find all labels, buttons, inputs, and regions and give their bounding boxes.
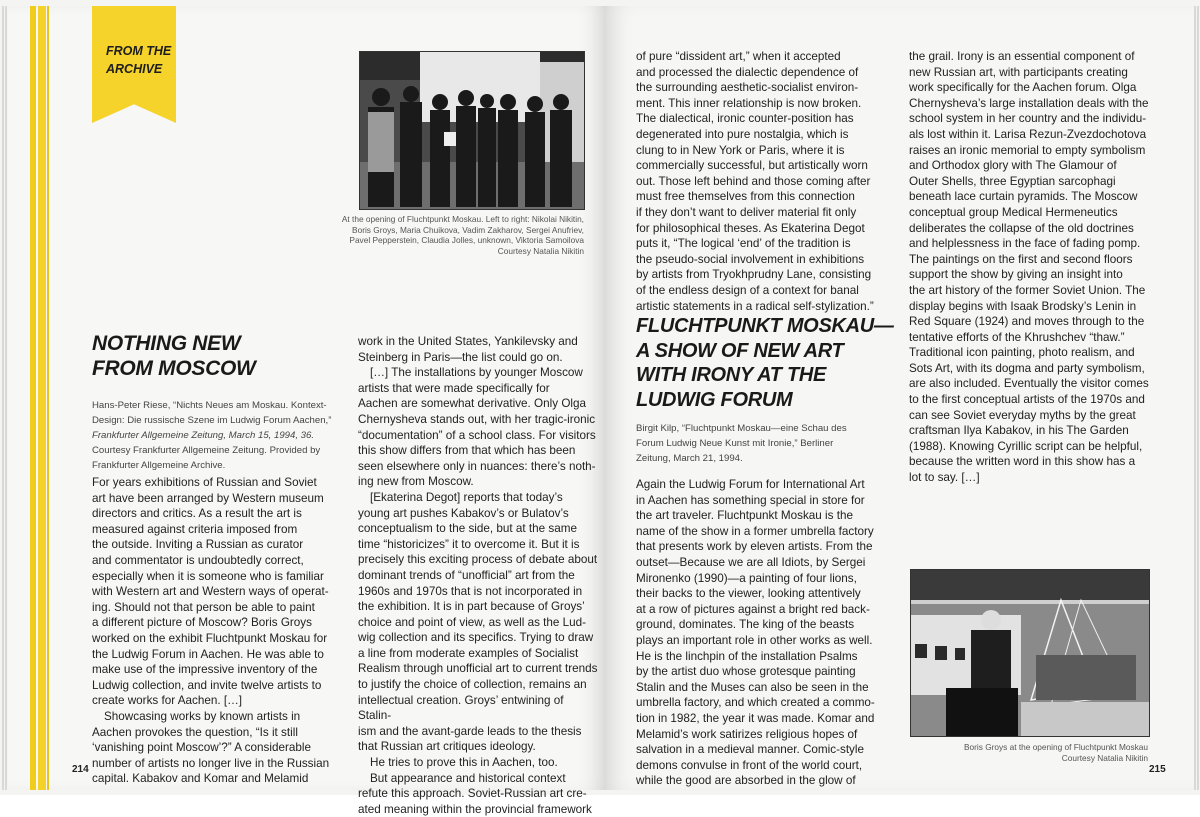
- body-line: lot to say. […]: [909, 471, 980, 485]
- body-line: ated meaning within the provincial framework: [358, 802, 592, 816]
- ribbon-label: [106, 42, 176, 78]
- body-line: “documentation” of a school class. For visitors: [358, 428, 596, 442]
- body-line: that Russian art critiques ideology.: [358, 740, 536, 754]
- body-line: are also included. Eventually the visitor comes: [909, 377, 1149, 391]
- page-edge-right: [1194, 6, 1196, 790]
- body-line: refute this approach. Soviet-Russian art cre-: [358, 787, 587, 801]
- body-line: ing new from Moscow.: [358, 475, 474, 489]
- body-line: the pseudo-social involvement in exhibitions: [636, 252, 865, 266]
- body-line: must free themselves from this connection: [636, 190, 855, 204]
- right-body-column-1: [636, 477, 886, 789]
- body-line: measured against criteria imposed from: [92, 522, 298, 536]
- left-body-column-1: [92, 475, 332, 787]
- body-line: support the show by giving an insight into: [909, 268, 1123, 282]
- yellow-stripe-2: [38, 6, 46, 790]
- body-line: 1960s and 1970s that is not incorporated in: [358, 584, 583, 598]
- article-headline-right: [636, 314, 894, 412]
- body-line: […] The installations by younger Moscow: [370, 366, 583, 380]
- body-line: Steinberg in Paris—the list could go on.: [358, 350, 563, 364]
- body-line: capital. Kabakov and Komar and Melamid: [92, 772, 309, 786]
- yellow-stripe-3: [47, 6, 49, 790]
- body-line: choice and point of view, as well as the Lud-: [358, 615, 587, 629]
- body-line: especially when it is someone who is familiar: [92, 569, 324, 583]
- body-line: Showcasing works by known artists in: [104, 709, 301, 723]
- headline-line: FLUCHTPUNKT MOSKAU—: [636, 315, 894, 337]
- body-line: work specifically for the Aachen forum. Olga: [909, 81, 1137, 95]
- source-line: Design: Die russische Szene im Ludwig Forum Aachen,”: [92, 415, 332, 426]
- body-line: time “historicizes” it to overcome it. But it is: [358, 537, 580, 551]
- body-line: umbrella factory, and which created a commo-: [636, 696, 875, 710]
- right-body-column-2: [909, 49, 1159, 486]
- body-line: deliberates the collapse of the old doctrines: [909, 221, 1134, 235]
- body-line: by the artist duo whose grotesque painting: [636, 665, 856, 679]
- body-line: the art history of the former Soviet Union. The: [909, 283, 1146, 297]
- source-line: Courtesy Frankfurter Allgemeine Zeitung. Provided by: [92, 445, 321, 456]
- body-line: Melamid’s work satirizes religious hopes of: [636, 727, 858, 741]
- body-line: young art pushes Kabakov’s or Bulatov’s: [358, 506, 569, 520]
- body-line: Stalin and the Muses can also be seen in the: [636, 680, 869, 694]
- body-line: and processed the dialectic dependence of: [636, 65, 859, 79]
- body-line: intellectual creation. Groys’ entwining of Stalin-: [358, 693, 564, 723]
- body-line: wig collection and its specifics. Trying to draw: [358, 631, 594, 645]
- body-line: that presents work by eleven artists. From the: [636, 540, 873, 554]
- yellow-stripe-1: [30, 6, 36, 790]
- ribbon-line-2: ARCHIVE: [106, 62, 163, 76]
- body-line: dominant trends of “unofficial” art from the: [358, 568, 575, 582]
- body-line: tentative efforts of the Khrushchev “thaw.”: [909, 330, 1125, 344]
- body-line: degenerated into pure nostalgia, which is: [636, 127, 849, 141]
- caption-line: Boris Groys at the opening of Fluchtpunkt Moskau: [963, 742, 1148, 752]
- body-line: Again the Ludwig Forum for International Art: [636, 478, 865, 491]
- body-line: For years exhibitions of Russian and Soviet: [92, 476, 317, 489]
- body-line: The paintings on the first and second floors: [909, 252, 1133, 266]
- body-line: a different picture of Moscow? Boris Groys: [92, 616, 312, 630]
- body-line: a line from moderate examples of Socialist: [358, 646, 579, 660]
- source-line: Birgit Kilp, “Fluchtpunkt Moskau—eine Schau des: [636, 423, 847, 434]
- source-line: Zeitung, March 21, 1994.: [636, 453, 743, 464]
- body-line: the outside. Inviting a Russian as curator: [92, 538, 304, 552]
- page-number-right: 215: [1149, 764, 1166, 775]
- body-line: work in the United States, Yankilevsky and: [358, 335, 578, 348]
- body-line: But appearance and historical context: [370, 771, 566, 785]
- headline-line: LUDWIG FORUM: [636, 388, 793, 411]
- body-line: artistic statements in a radical self-stylization.”: [636, 299, 874, 313]
- group-photo: [359, 51, 585, 210]
- body-line: He is the linchpin of the installation Psalms: [636, 649, 858, 663]
- body-line: and commentator is undoubtedly correct,: [92, 553, 304, 567]
- groys-photo-image: [911, 570, 1149, 736]
- group-photo-image: [360, 52, 584, 209]
- body-line: number of artists no longer live in the Russian: [92, 756, 330, 770]
- body-line: seen elsewhere only in nuances: there’s noth-: [358, 459, 596, 473]
- body-line: the grail. Irony is an essential component of: [909, 50, 1135, 63]
- body-line: directors and critics. As a result the art is: [92, 507, 302, 521]
- page-number-left: 214: [72, 764, 89, 775]
- body-line: the art traveler. Fluchtpunkt Moskau is the: [636, 509, 853, 523]
- body-line: outset—Because we are all Idiots, by Sergei: [636, 555, 866, 569]
- body-line: Aachen provokes the question, “Is it still: [92, 725, 298, 739]
- body-line: The dialectical, ironic counter-position has: [636, 112, 854, 126]
- body-line: Chernysheva’s large installation deals with the: [909, 96, 1149, 110]
- body-line: create works for Aachen. […]: [92, 694, 243, 708]
- body-line: for philosophical theses. As Ekaterina Degot: [636, 221, 865, 235]
- body-line: clung to in New York or Paris, where it is: [636, 143, 845, 157]
- body-line: salvation in a medieval manner. Comic-style: [636, 743, 865, 757]
- body-line: He tries to prove this in Aachen, too.: [370, 756, 558, 770]
- article-source-right: [636, 421, 886, 466]
- body-line: of pure “dissident art,” when it accepted: [636, 50, 841, 63]
- headline-line: NOTHING NEW: [92, 332, 241, 355]
- right-body-column-1-top: [636, 49, 886, 314]
- left-body-column-2: [358, 334, 598, 817]
- body-line: (1988). Knowing Cyrillic script can be helpful,: [909, 439, 1143, 453]
- body-line: of the endless design of a context for banal: [636, 283, 859, 297]
- body-line: tion in 1982, the year it was made. Komar and: [636, 711, 875, 725]
- body-line: and Orthodox glory with The Glamour of: [909, 159, 1117, 173]
- headline-line: A SHOW OF NEW ART: [636, 339, 844, 362]
- body-line: ism and the avant-garde leads to the thesis: [358, 724, 582, 738]
- body-line: precisely this exciting process of debate about: [358, 553, 598, 567]
- body-line: beneath lace curtain pyramids. The Moscow: [909, 190, 1138, 204]
- body-line: in Aachen has something special in store for: [636, 493, 865, 507]
- body-line: Aachen are somewhat derivative. Only Olga: [358, 397, 587, 411]
- source-line: Frankfurter Allgemeine Zeitung, March 15, 1994, 36.: [92, 430, 315, 441]
- body-line: display begins with Isaak Brodsky’s Lenin in: [909, 299, 1137, 313]
- caption-line: Boris Groys, Maria Chuikova, Vadim Zakharov, Sergei Anufriev,: [352, 224, 584, 235]
- body-line: ground, dominates. The king of the beasts: [636, 618, 855, 632]
- groys-photo: [910, 569, 1150, 737]
- group-photo-caption: [340, 214, 584, 256]
- body-line: conceptualism to the side, but at the same: [358, 522, 577, 536]
- body-line: to the first conceptual artists of the 1970s and: [909, 393, 1145, 407]
- body-line: the exhibition. It is in part because of Groys’: [358, 600, 585, 614]
- body-line: conceptual group Medical Hermeneutics: [909, 205, 1118, 219]
- body-line: at a row of pictures against a bright red back-: [636, 602, 870, 616]
- body-line: Outer Shells, three Egyptian sarcophagi: [909, 174, 1116, 188]
- body-line: their backs to the viewer, looking attentively: [636, 587, 861, 601]
- page-edge-right-2: [1197, 6, 1199, 790]
- body-line: commercially successful, but artistically worn: [636, 159, 868, 173]
- body-line: can see Soviet everyday myths by the great: [909, 408, 1136, 422]
- source-line: Hans-Peter Riese, “Nichts Neues am Moskau. Kontext-: [92, 400, 327, 411]
- body-line: the Ludwig Forum in Aachen. He was able to: [92, 647, 324, 661]
- caption-line: At the opening of Fluchtpunkt Moskau. Left to right: Nikolai Nikitin,: [341, 214, 584, 224]
- body-line: out. Those left behind and those coming after: [636, 174, 871, 188]
- body-line: craftsman Ilya Kabakov, in his The Garden: [909, 424, 1129, 438]
- body-line: Traditional icon painting, photo realism, and: [909, 346, 1135, 360]
- body-line: plays an important role in other works as well.: [636, 633, 873, 647]
- body-line: if they don’t want to deliver material fit only: [636, 205, 857, 219]
- source-line: Forum Ludwig Neue Kunst mit Ironie,” Berliner: [636, 438, 834, 449]
- body-line: ‘vanishing point Moscow’?” A considerable: [92, 741, 311, 755]
- caption-line: Pavel Pepperstein, Claudia Jolles, unknown, Viktoria Samoilova: [349, 235, 584, 246]
- body-line: by artists from Tryokhprudny Lane, consisting: [636, 268, 872, 282]
- body-line: demons convulse in front of the world court,: [636, 758, 863, 772]
- body-line: Mironenko (1990)—a painting of four lions,: [636, 571, 857, 585]
- body-line: because the written word in this show has a: [909, 455, 1136, 469]
- body-line: artists that were made specifically for: [358, 381, 550, 395]
- body-line: school system in her country and the individu-: [909, 112, 1147, 126]
- body-line: new Russian art, with participants creating: [909, 65, 1128, 79]
- page-edge-left: [2, 6, 4, 790]
- body-line: [Ekaterina Degot] reports that today’s: [370, 490, 563, 504]
- headline-line: FROM MOSCOW: [92, 357, 256, 380]
- body-line: and helplessness in the face of fading pomp.: [909, 237, 1141, 251]
- body-line: while the good are absorbed in the glow of: [636, 774, 856, 788]
- body-line: to justify the choice of collection, remains an: [358, 678, 587, 692]
- body-line: name of the show in a former umbrella factory: [636, 524, 874, 538]
- body-line: puts it, “The logical ‘end’ of the tradition is: [636, 237, 851, 251]
- body-line: ment. This inner relationship is now broken.: [636, 96, 862, 110]
- body-line: ing. Should not that person be able to paint: [92, 600, 315, 614]
- body-line: raises an ironic memorial to empty symbolism: [909, 143, 1146, 157]
- body-line: Sots Art, with its dogma and party symbolism,: [909, 361, 1145, 375]
- body-line: Red Square (1924) and moves through to the: [909, 315, 1145, 329]
- article-headline-left: [92, 331, 256, 381]
- body-line: Realism through unofficial art to current trends: [358, 662, 598, 676]
- source-line: Frankfurter Allgemeine Archive.: [92, 460, 226, 471]
- body-line: art have been arranged by Western museum: [92, 491, 324, 505]
- body-line: this show differs from that which has been: [358, 444, 576, 458]
- page-edge-left-2: [5, 6, 7, 790]
- ribbon-line-1: FROM THE: [106, 44, 172, 58]
- body-line: with Western art and Western ways of operat-: [92, 585, 329, 599]
- caption-line: Courtesy Natalia Nikitin: [1061, 752, 1148, 763]
- caption-line: Courtesy Natalia Nikitin: [497, 245, 584, 256]
- body-line: als lost within it. Larisa Rezun-Zvezdochotova: [909, 127, 1147, 141]
- body-line: make use of the impressive inventory of the: [92, 663, 318, 677]
- body-line: worked on the exhibit Fluchtpunkt Moskau for: [92, 631, 328, 645]
- headline-line: WITH IRONY AT THE: [636, 364, 827, 386]
- article-source-left: [92, 398, 342, 473]
- groys-photo-caption: [900, 742, 1148, 763]
- body-line: the surrounding aesthetic-socialist environ-: [636, 81, 859, 95]
- body-line: Ludwig collection, and invite twelve artists to: [92, 678, 322, 692]
- body-line: Chernysheva stands out, with her tragic-ironic: [358, 412, 596, 426]
